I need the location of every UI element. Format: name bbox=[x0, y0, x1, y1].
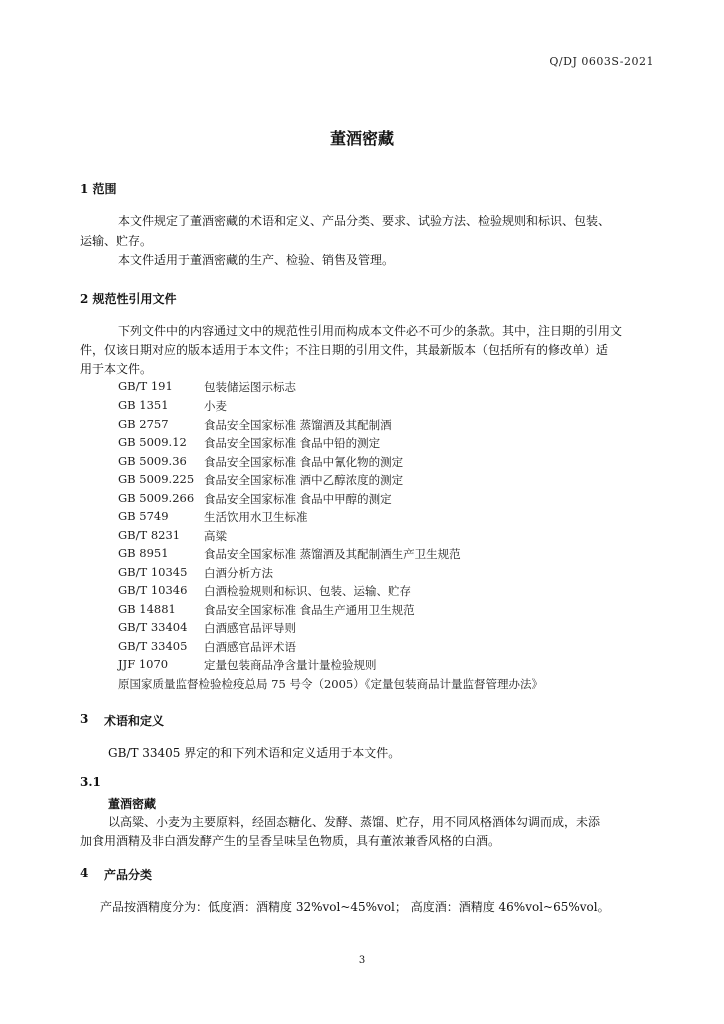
reference-regulation: 原国家质量监督检验检疫总局 75 号令（2005）《定量包装商品计量监督管理办法》 bbox=[118, 677, 543, 691]
reference-title: 白酒检验规则和标识、包装、运输、贮存 bbox=[204, 584, 411, 598]
term-name: 董酒密藏 bbox=[108, 797, 157, 811]
reference-code: GB/T 8231 bbox=[118, 528, 181, 542]
reference-code: JJF 1070 bbox=[118, 657, 169, 671]
reference-title: 白酒分析方法 bbox=[204, 566, 273, 580]
reference-code: GB 5749 bbox=[118, 509, 169, 523]
section-4-paragraph: 产品按酒精度分为：低度酒：酒精度 32%vol~45%vol； 高度酒：酒精度 46%vol~65%vol。 bbox=[100, 900, 610, 914]
document-title: 董酒密藏 bbox=[329, 129, 394, 148]
reference-code: GB 14881 bbox=[118, 602, 176, 616]
section-2-paragraph-line-2: 件，仅该日期对应的版本适用于本文件；不注日期的引用文件，其最新版本（包括所有的修改单）适 bbox=[80, 343, 609, 357]
reference-title: 食品安全国家标准 食品中铅的测定 bbox=[204, 436, 381, 450]
reference-code: GB/T 191 bbox=[118, 379, 173, 393]
section-2-paragraph-line-3: 用于本文件。 bbox=[80, 362, 153, 376]
section-1-paragraph-1-line-2: 运输、贮存。 bbox=[80, 234, 153, 248]
reference-title: 生活饮用水卫生标准 bbox=[204, 510, 308, 524]
reference-code: GB 5009.36 bbox=[118, 454, 187, 468]
reference-title: 食品安全国家标准 食品中甲醇的测定 bbox=[204, 492, 392, 506]
reference-title: 白酒感官品评导则 bbox=[204, 621, 296, 635]
reference-code: GB 5009.266 bbox=[118, 491, 195, 505]
reference-code: GB/T 10346 bbox=[118, 583, 188, 597]
term-definition-line-1: 以高粱、小麦为主要原料，经固态糖化、发酵、蒸馏、贮存，用不同风格酒体勾调而成，未添 bbox=[108, 815, 601, 829]
section-2-heading: 2 规范性引用文件 bbox=[80, 292, 177, 306]
section-4-heading-text: 产品分类 bbox=[104, 868, 153, 882]
document-code: Q/DJ 0603S-2021 bbox=[549, 55, 654, 68]
section-2-paragraph-line-1: 下列文件中的内容通过文中的规范性引用而构成本文件必不可少的条款。其中，注日期的引用文 bbox=[118, 324, 623, 338]
section-3-heading-text: 术语和定义 bbox=[104, 714, 165, 728]
section-3-intro: GB/T 33405 界定的和下列术语和定义适用于本文件。 bbox=[108, 746, 401, 760]
reference-code: GB 2757 bbox=[118, 417, 169, 431]
section-4-heading-number: 4 bbox=[80, 866, 89, 880]
reference-title: 高粱 bbox=[204, 529, 227, 543]
reference-code: GB/T 10345 bbox=[118, 565, 188, 579]
reference-title: 小麦 bbox=[204, 399, 227, 413]
section-1-heading: 1 范围 bbox=[80, 182, 117, 196]
term-definition-line-2: 加食用酒精及非白酒发酵产生的呈香呈味呈色物质，具有董浓兼香风格的白酒。 bbox=[80, 834, 501, 848]
reference-code: GB 1351 bbox=[118, 398, 169, 412]
reference-code: GB/T 33405 bbox=[118, 639, 188, 653]
section-3-heading-number: 3 bbox=[80, 712, 89, 726]
reference-title: 白酒感官品评术语 bbox=[204, 640, 296, 654]
reference-title: 食品安全国家标准 食品中氰化物的测定 bbox=[204, 455, 404, 469]
reference-code: GB 5009.225 bbox=[118, 472, 195, 486]
page-number: 3 bbox=[358, 955, 366, 966]
reference-title: 包装储运图示标志 bbox=[204, 380, 296, 394]
reference-code: GB 8951 bbox=[118, 546, 169, 560]
reference-title: 定量包装商品净含量计量检验规则 bbox=[204, 658, 377, 672]
reference-code: GB/T 33404 bbox=[118, 620, 188, 634]
section-1-paragraph-1-line-1: 本文件规定了董酒密藏的术语和定义、产品分类、要求、试验方法、检验规则和标识、包装、 bbox=[118, 214, 611, 228]
reference-title: 食品安全国家标准 蒸馏酒及其配制酒 bbox=[204, 418, 392, 432]
reference-code: GB 5009.12 bbox=[118, 435, 187, 449]
reference-title: 食品安全国家标准 酒中乙醇浓度的测定 bbox=[204, 473, 404, 487]
reference-title: 食品安全国家标准 蒸馏酒及其配制酒生产卫生规范 bbox=[204, 547, 461, 561]
term-number: 3.1 bbox=[80, 775, 101, 789]
section-1-paragraph-2: 本文件适用于董酒密藏的生产、检验、销售及管理。 bbox=[118, 253, 395, 267]
reference-title: 食品安全国家标准 食品生产通用卫生规范 bbox=[204, 603, 415, 617]
